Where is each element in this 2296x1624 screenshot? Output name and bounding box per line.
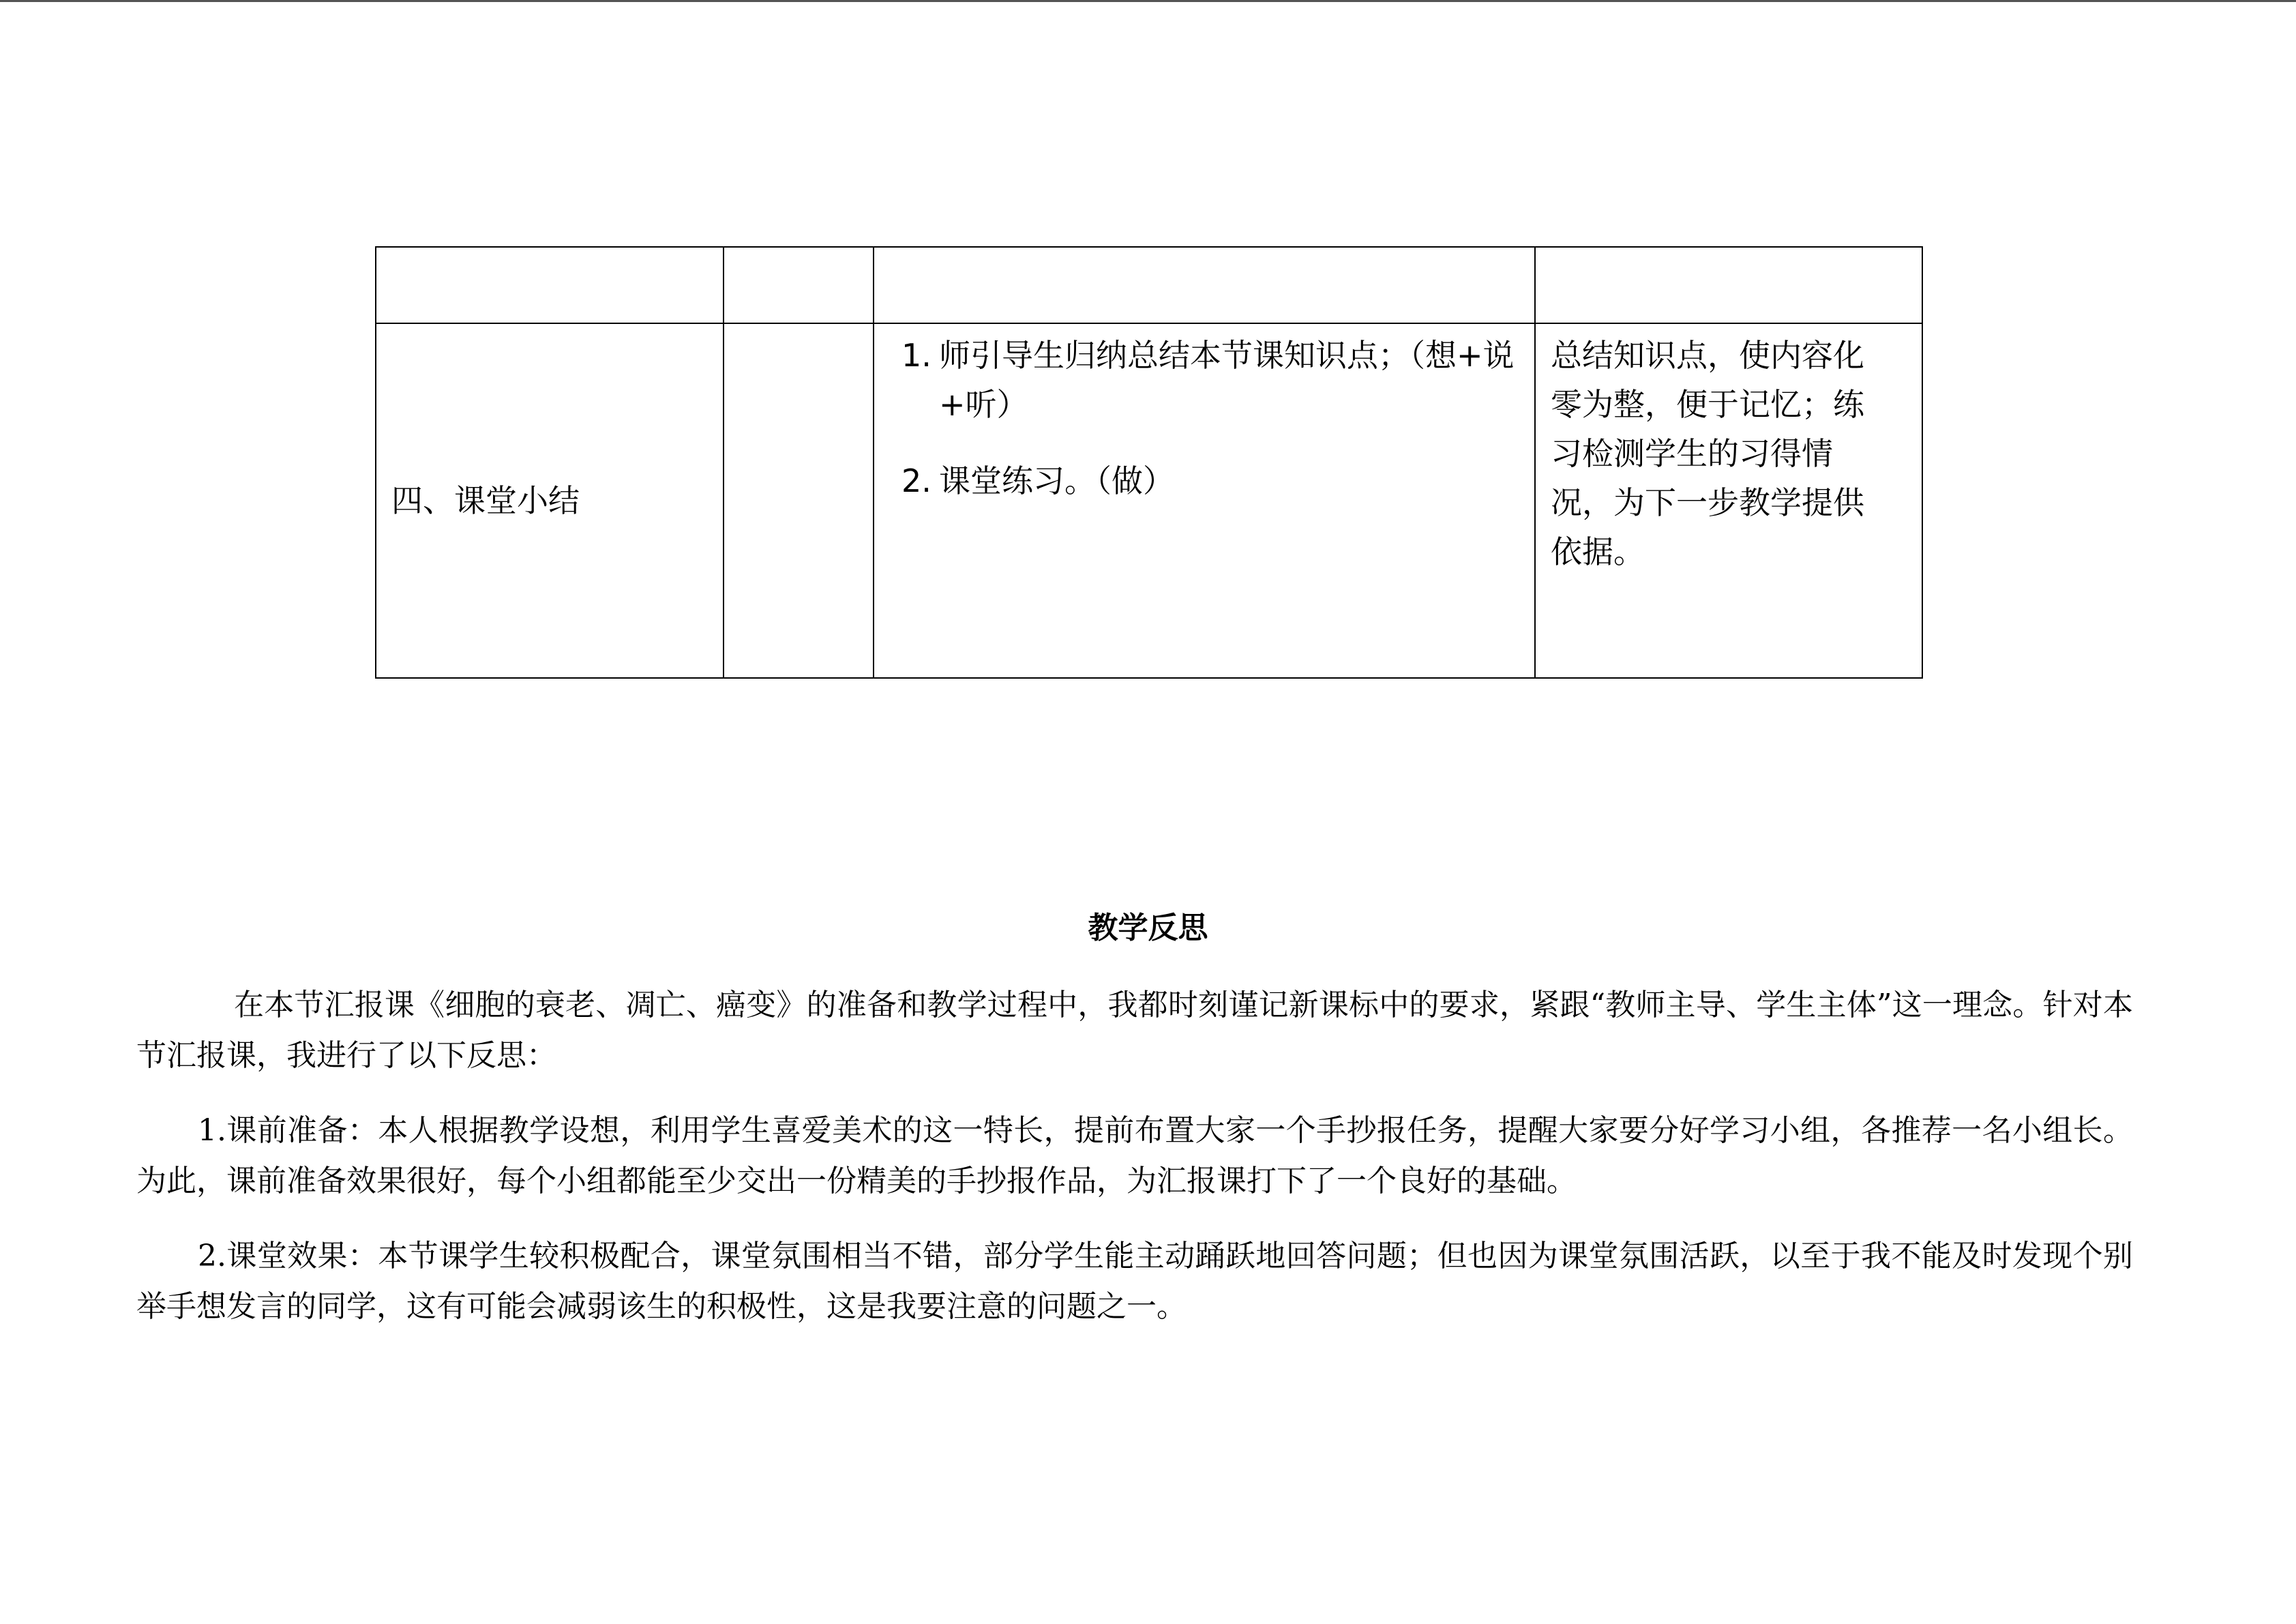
- intent-cell: [1535, 323, 1922, 678]
- stage-cell: [376, 323, 724, 678]
- reflection-title: 教学反思: [1088, 911, 1208, 945]
- table-row-empty: [376, 247, 1922, 323]
- table-row-summary: [376, 323, 1922, 678]
- activity-item-text: 课堂练习。（做）: [939, 462, 1174, 499]
- reflection-item-paragraph: 2.课堂效果：本节课学生较积极配合，课堂氛围相当不错，部分学生能主动踊跃地回答问题；但也因为课堂氛围活跃，以至于我不能及时发现个别举手想发言的同学，这有可能会减弱该生的积极性，这是我要注意的问题之一。: [136, 1239, 2133, 1324]
- activity-item-text: 师引导生归纳总结本节课知识点；（想+说+听）: [939, 337, 1515, 423]
- table-cell-empty: [376, 247, 724, 323]
- reflection-body: [136, 980, 2133, 1357]
- activity-item: [888, 456, 1521, 505]
- table-cell-empty: [874, 247, 1535, 323]
- activity-item-number: 2.: [901, 462, 931, 499]
- activity-item-number: 1.: [901, 337, 931, 374]
- page-top-border: [0, 0, 2296, 2]
- table-cell-empty: [724, 323, 874, 678]
- table-cell-empty: [1535, 247, 1922, 323]
- reflection-intro-paragraph: 在本节汇报课《细胞的衰老、凋亡、癌变》的准备和教学过程中，我都时刻谨记新课标中的要求，紧跟“教师主导、学生主体”这一理念。针对本节汇报课，我进行了以下反思：: [136, 988, 2133, 1073]
- lesson-plan-table: [375, 246, 1923, 679]
- activity-item: [888, 331, 1521, 429]
- table-cell-empty: [724, 247, 874, 323]
- activity-cell: [874, 323, 1535, 678]
- intent-text: 总结知识点，使内容化零为整，便于记忆；练习检测学生的习得情况，为下一步教学提供依据。: [1551, 337, 1864, 570]
- stage-label: 四、课堂小结: [391, 482, 580, 519]
- reflection-item-paragraph: 1.课前准备：本人根据教学设想，利用学生喜爱美术的这一特长，提前布置大家一个手抄报任务，提醒大家要分好学习小组，各推荐一名小组长。为此，课前准备效果很好，每个小组都能至少交出一份精美的手抄报作品，为汇报课打下了一个良好的基础。: [136, 1113, 2133, 1198]
